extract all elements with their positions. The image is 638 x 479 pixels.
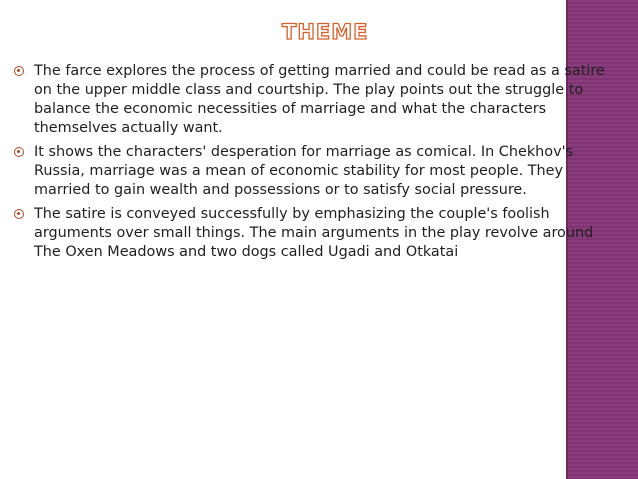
bullet-list <box>14 62 614 267</box>
bullet-text: It shows the characters' desperation for marriage as comical. In Chekhov's Russia, marriage was a mean of economic stability for most people. They married to gain wealth and possessions or to satisfy social pressure. <box>34 144 574 198</box>
bullet-item <box>14 205 614 262</box>
bullet-text: The farce explores the process of getting married and could be read as a satire on the upper middle class and courtship. The play points out the struggle to balance the economic necessities of marriage and what the characters themselves actually want. <box>34 63 605 136</box>
bullet-text: The satire is conveyed successfully by emphasizing the couple's foolish arguments over small things. The main arguments in the play revolve around The Oxen Meadows and two dogs called Ugadi and Otkatai <box>34 206 594 260</box>
circle-dot-icon <box>14 66 24 76</box>
bullet-item <box>14 62 614 138</box>
bullet-item <box>14 143 614 200</box>
slide-title: THEME <box>282 20 369 44</box>
circle-dot-icon <box>14 147 24 157</box>
circle-dot-icon <box>14 209 24 219</box>
